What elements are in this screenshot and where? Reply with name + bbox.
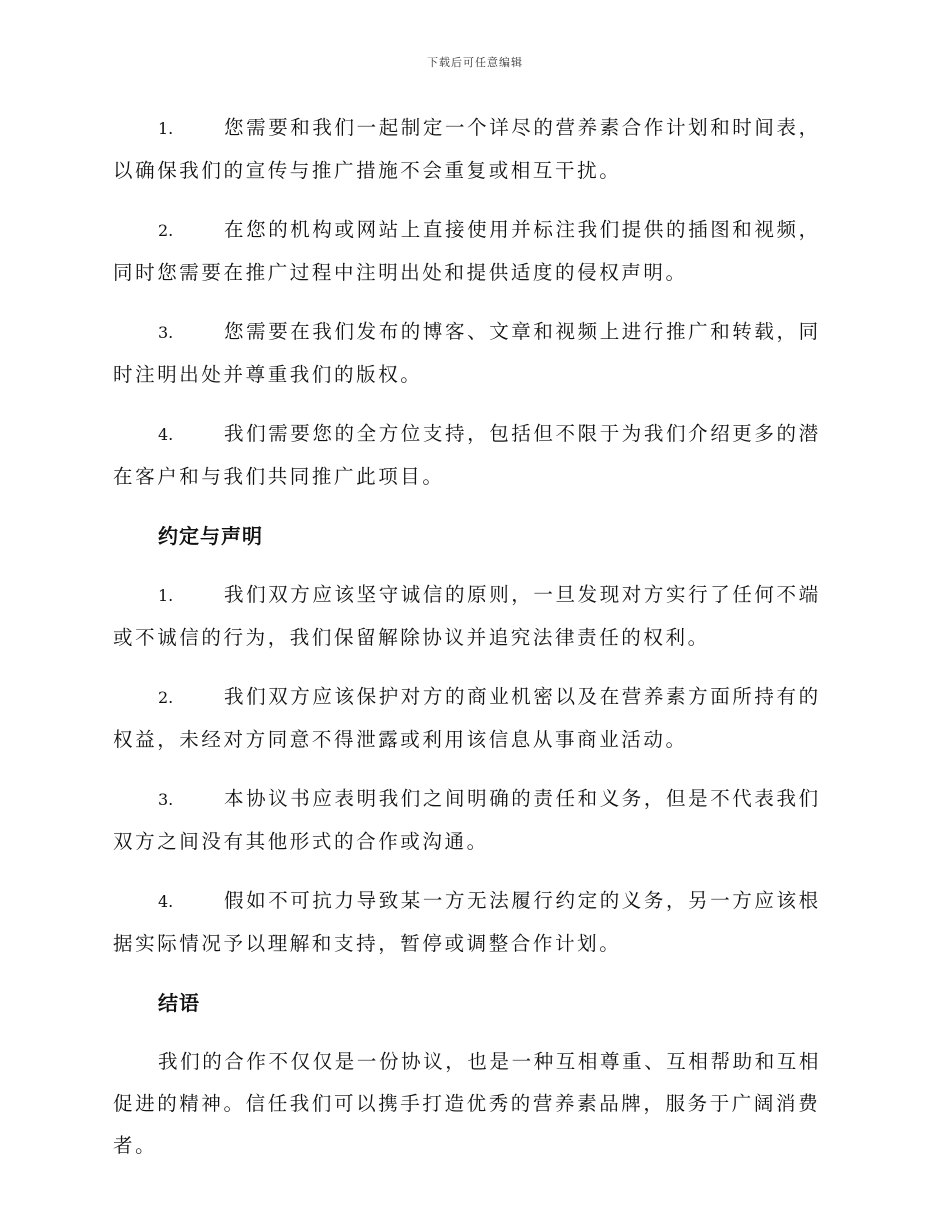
document-body <box>113 107 833 1167</box>
item-text: 我们需要您的全方位支持，包括但不限于为我们介绍更多的潜在客户和与我们共同推广此项目。 <box>113 422 821 488</box>
section-heading: 结语 <box>158 991 200 1015</box>
closing-paragraph: 我们的合作不仅仅是一份协议，也是一种互相尊重、互相帮助和互相促进的精神。信任我们可以携手打造优秀的营养素品牌，服务于广阔消费者。 <box>113 1050 822 1157</box>
list-item <box>113 413 833 498</box>
page-header: 下载后可任意编辑 <box>427 56 523 69</box>
item-text: 假如不可抗力导致某一方无法履行约定的义务，另一方应该根据实际情况予以理解和支持，暂停或调整合作计划。 <box>113 889 821 955</box>
item-number: 3. <box>158 323 174 342</box>
item-text: 您需要在我们发布的博客、文章和视频上进行推广和转载，同时注明出处并尊重我们的版权。 <box>113 320 821 386</box>
item-number: 3. <box>158 790 174 809</box>
item-number: 4. <box>158 892 174 911</box>
item-text: 您需要和我们一起制定一个详尽的营养素合作计划和时间表，以确保我们的宣传与推广措施不会重复或相互干扰。 <box>113 116 821 182</box>
list-item <box>113 311 833 396</box>
item-number: 2. <box>158 221 174 240</box>
item-text: 本协议书应表明我们之间明确的责任和义务，但是不代表我们双方之间没有其他形式的合作或沟通。 <box>113 787 821 853</box>
item-number: 4. <box>158 425 174 444</box>
list-item <box>113 676 833 761</box>
item-number: 1. <box>158 586 174 605</box>
item-text: 我们双方应该坚守诚信的原则，一旦发现对方实行了任何不端或不诚信的行为，我们保留解除协议并追究法律责任的权利。 <box>113 583 821 649</box>
item-number: 2. <box>158 688 174 707</box>
list-item <box>113 880 833 965</box>
list-item <box>113 574 833 659</box>
list-item <box>113 778 833 863</box>
list-item <box>113 107 833 192</box>
item-text: 我们双方应该保护对方的商业机密以及在营养素方面所持有的权益，未经对方同意不得泄露或利用该信息从事商业活动。 <box>113 685 821 751</box>
section-heading: 约定与声明 <box>158 524 263 548</box>
item-text: 在您的机构或网站上直接使用并标注我们提供的插图和视频，同时您需要在推广过程中注明出处和提供适度的侵权声明。 <box>113 218 821 284</box>
item-number: 1. <box>158 119 174 138</box>
list-item <box>113 209 833 294</box>
